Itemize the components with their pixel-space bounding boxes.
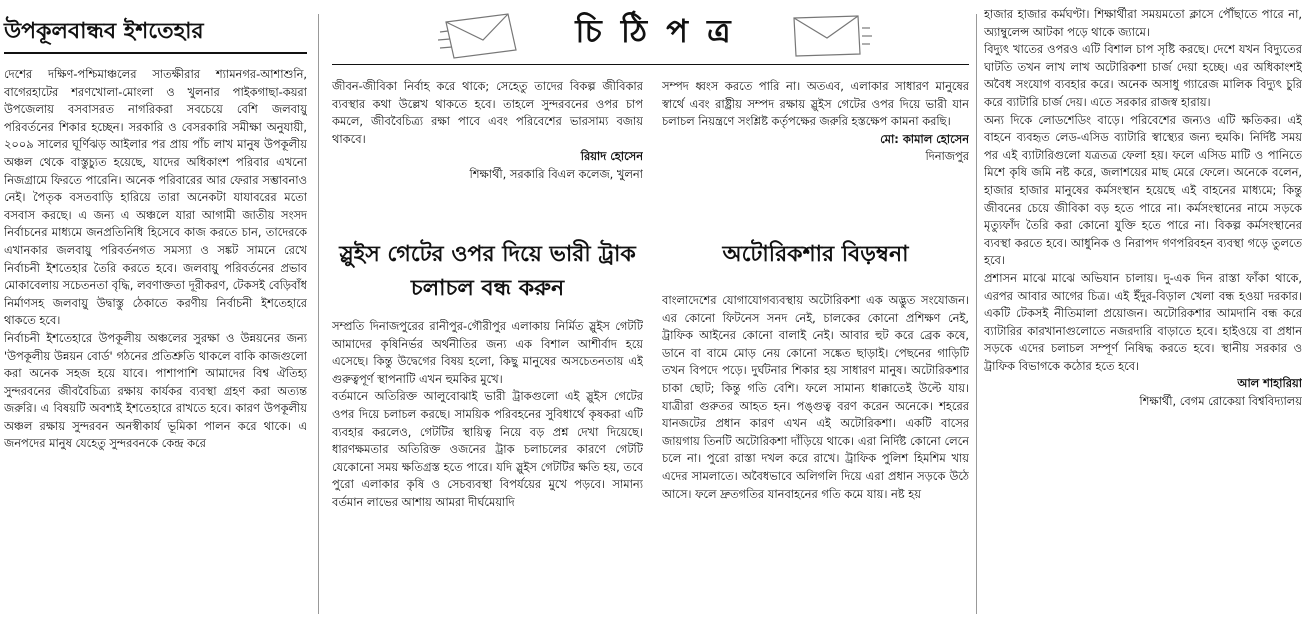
paragraph: হাজার হাজার কর্মঘণ্টা। শিক্ষার্থীরা সময়মতো ক্লাসে পৌঁছাতে পারে না, অ্যাম্বুলেন্স আটকা পড়ে থাকে জ্যামে।	[984, 7, 1302, 39]
paragraph: প্রশাসন মাঝে মাঝে অভিযান চালায়। দু-এক দিন রাস্তা ফাঁকা থাকে, এরপর আবার আগের চিত্র। এই ইঁদুর-বিড়াল খেলা বন্ধ হওয়া দরকার। একটি টেকসই নীতিমালা প্রয়োজন। অটোরিকশার আমদানি বন্ধ করে ব্যাটারির কারখানাগুলোতে নজরদারি বাড়াতে হবে। হাইওয়ে বা প্রধান সড়কে এদের চলাচল সম্পূর্ণ নিষিদ্ধ করতে হবে। স্থানীয় সরকার ও ট্রাফিক বিভাগকে কঠোর হতে হবে।	[984, 270, 1302, 373]
paragraph: বিদ্যুৎ খাতের ওপরও এটি বিশাল চাপ সৃষ্টি করছে। দেশে যখন বিদ্যুতের ঘাটতি তখন লাখ লাখ অটোরিকশা চার্জ দেয়া হচ্ছে। এর অধিকাংশই অবৈধ সংযোগ ব্যবহার করে। অনেক অসাধু গ্যারেজ মালিক বিদ্যুৎ চুরি করে ব্যাটারি চার্জ দেয়। এতে সরকার রাজস্ব হারায়।	[984, 42, 1302, 109]
author-name: আল শাহারিয়া	[1237, 376, 1302, 391]
letter-body-continued	[984, 6, 1302, 618]
paragraph: সম্প্রতি দিনাজপুরের রানীপুর-গৌরীপুর এলাকায় নির্মিত স্লুইস গেটটি আমাদের কৃষিনির্ভর অর্থনীতির জন্য এক বিশাল আশীর্বাদ হয়ে এসেছে। কিন্তু উদ্বেগের বিষয় হলো, কিছু মানুষের অসচেতনতায় এই গুরুত্বপূর্ণ স্থাপনাটি এখন হুমকির মুখে।	[332, 319, 643, 386]
masthead-rule	[332, 64, 969, 65]
letter-heading: উপকূলবান্ধব ইশতেহার	[4, 19, 204, 44]
author-name: রিয়াদ হোসেন	[580, 149, 643, 164]
author-name: মো: কামাল হোসেন	[880, 131, 969, 146]
author-affiliation: শিক্ষার্থী, বেগম রোকেয়া বিশ্ববিদ্যালয়	[1139, 394, 1302, 409]
letter-heading: স্লুইস গেটের ওপর দিয়ে ভারী ট্রাক চলাচল বন্ধ করুন	[339, 242, 636, 301]
author-affiliation: শিক্ষার্থী, সরকারি বিএল কলেজ, খুলনা	[469, 166, 643, 181]
paragraph: বাংলাদেশের যোগাযোগব্যবস্থায় অটোরিকশা এক অদ্ভুত সংযোজন। এর কোনো ফিটনেস সনদ নেই, চালকের কোনো প্রশিক্ষণ নেই, ট্রাফিক আইনের কোনো বালাই নেই। আবার হুট করে ব্রেক কষে, ডানে বা বামে মোড় নেয় কোনো সঙ্কেত ছাড়াই। পেছনের গাড়িটি তখন বিপদে পড়ে। দুর্ঘটনার শিকার হয় সাধারণ মানুষ। অটোরিকশার চাকা ছোট; কিন্তু গতি বেশি। ফলে সামান্য ধাক্কাতেই উল্টে যায়। যাত্রীরা গুরুতর আহত হন। পঙ্গুত্ব বরণ করেন অনেকে। শহরের যানজটের প্রধান কারণ এখন এই অটোরিকশা। একটি বাসের জায়গায় তিনটি অটোরিকশা দাঁড়িয়ে থাকে। এরা নির্দিষ্ট কোনো লেনে চলে না। পুরো রাস্তা দখল করে রাখে। ট্রাফিক পুলিশ হিমশিম খায় এদের সামলাতে। অবৈধভাবে অলিগলি দিয়ে এরা প্রধান সড়কে উঠে আসে। ফলে দ্রুতগতির যানবাহনের গতি কমে যায়। নষ্ট হয়	[662, 293, 969, 501]
column-divider	[976, 14, 977, 614]
author-affiliation: দিনাজপুর	[925, 149, 969, 164]
letter-body	[332, 318, 643, 623]
letter-body	[4, 66, 307, 623]
paragraph: সম্পদ ধ্বংস করতে পারি না। অতএব, এলাকার সাধারণ মানুষের স্বার্থে এবং রাষ্ট্রীয় সম্পদ রক্ষায় স্লুইস গেটের ওপর দিয়ে ভারী যান চলাচল নিয়ন্ত্রণে সংশ্লিষ্ট কর্তৃপক্ষের জরুরি হস্তক্ষেপ কামনা করছি।	[662, 79, 969, 129]
envelope-icon-left	[438, 12, 538, 60]
paragraph: দেশের দক্ষিণ-পশ্চিমাঞ্চলের সাতক্ষীরার শ্যামনগর-আশাশুনি, বাগেরহাটের শরণখোলা-মোংলা ও খুলনার পাইকগাছা-কয়রা উপজেলায় বসবাসরত নাগরিকরা সবচেয়ে বেশি জলবায়ু পরিবর্তনের শিকার হচ্ছেন। সরকারি ও বেসরকারি সমীক্ষা অনুযায়ী, ২০০৯ সালের ঘূর্ণিঝড় আইলার পর প্রায় পাঁচ লাখ মানুষ উপকূলীয় অঞ্চল থেকে বাস্তুচ্যুত হয়েছে, যাদের অধিকাংশ পরিবার এখনো নিজগ্রামে ফিরতে পারেনি। অনেক পরিবারের আর ফেরার সম্ভাবনাও নেই। পৈতৃক বসতবাড়ি হারিয়ে তারা অনেকটা যাযাবরের মতো বসবাস করছে। এ জন্য এ অঞ্চলে যারা আগামী জাতীয় সংসদ নির্বাচনের মাধ্যমে জনপ্রতিনিধি হিসেবে কাজ করতে চান, তাদেরকে এখানকার জলবায়ু পরিবর্তনগত সমস্যা ও সঙ্কট সামনে রেখে নির্বাচনী ইশতেহার তৈরি করতে হবে। জলবায়ু পরিবর্তনের প্রভাব মোকাবেলায় সচেতনতা বৃদ্ধি, লবণাক্ততা দূরীকরণ, টেকসই বেড়িবাঁধ নির্মাণসহ জলবায়ু উদ্বাস্তু ঠেকাতে করণীয় নির্বাচনী ইশতেহারে থাকতে হবে।	[4, 67, 307, 328]
paragraph: বর্তমানে অতিরিক্ত আলুবোঝাই ভারী ট্রাকগুলো এই স্লুইস গেটের ওপর দিয়ে চলাচল করছে। সাময়িক পরিবহনের সুবিধার্থে কৃষকরা এটি ব্যবহার করলেও, গেটটির স্থায়িত্ব নিয়ে বড় প্রশ্ন দেখা দিয়েছে। ধারণক্ষমতার অতিরিক্ত ওজনের ট্রাক চলাচলের কারণে গেটটি যেকোনো সময় ক্ষতিগ্রস্ত হতে পারে। যদি স্লুইস গেটটির ক্ষতি হয়, তবে পুরো এলাকার কৃষি ও সেচব্যবস্থা বিপর্যয়ের মুখে পড়বে। সামান্য বর্তমান লাভের আশায় আমরা দীর্ঘমেয়াদি	[332, 389, 643, 509]
envelope-icon-right	[772, 12, 872, 60]
paragraph: অন্য দিকে লোডশেডিং বাড়ে। পরিবেশের জন্যও এটি ক্ষতিকর। এই বাহনে ব্যবহৃত লেড-এসিড ব্যাটারি স্বাস্থ্যের জন্য হুমকি। নির্দিষ্ট সময় পর এই ব্যাটারিগুলো যত্রতত্র ফেলা হয়। ফলে এসিড মাটি ও পানিতে মিশে কৃষি জমি নষ্ট করে, জলাশয়ের মাছ মেরে ফেলে। অনেকে বলেন, হাজার হাজার মানুষের কর্মসংস্থান হয়েছে এই বাহনের মাধ্যমে; কিন্তু জীবনের চেয়ে জীবিকা বড় হতে পারে না। কর্মসংস্থানের নামে সড়কে মৃত্যুফাঁদ তৈরি করা কোনো যুক্তি হতে পারে না। বিকল্প কর্মসংস্থানের ব্যবস্থা করতে হবে। আধুনিক ও নিরাপদ গণপরিবহন ব্যবস্থা গড়ে তুলতে হবে।	[984, 112, 1302, 268]
heading-rule	[4, 52, 307, 54]
letter-body-continued	[662, 78, 969, 184]
letter-heading: অটোরিকশার বিড়ম্বনা	[722, 242, 909, 267]
paragraph: জীবন-জীবিকা নির্বাহ করে থাকে; সেহেতু তাদের বিকল্প জীবিকার ব্যবস্থার কথা উল্লেখ থাকতে হবে। তাহলে সুন্দরবনের ওপর চাপ কমলে, জীববৈচিত্র্য রক্ষা পাবে এবং পরিবেশের ভারসাম্য বজায় থাকবে।	[332, 79, 643, 146]
masthead-title: চি ঠি প ত্র	[575, 12, 735, 50]
letter-body-continued	[332, 78, 643, 208]
paragraph: নির্বাচনী ইশতেহারে উপকূলীয় অঞ্চলের সুরক্ষা ও উন্নয়নের জন্য 'উপকূলীয় উন্নয়ন বোর্ড' গঠনের প্রতিশ্রুতি থাকলে বাকি কাজগুলো করা অনেক সহজ হয়ে যাবে। পাশাপাশি আমাদের বিশ্ব ঐতিহ্য সুন্দরবনের জীববৈচিত্র্য রক্ষায় কার্যকর ব্যবস্থা গ্রহণ করা অত্যন্ত জরুরি। এ বিষয়টি অবশ্যই ইশতেহারে রাখতে হবে। কারণ উপকূলীয় অঞ্চল রক্ষায় সুন্দরবন অনস্বীকার্য ভূমিকা পালন করে থাকে। এ জনপদের মানুষ যেহেতু সুন্দরবনকে কেন্দ্র করে	[4, 330, 307, 451]
column-divider	[318, 14, 319, 614]
letter-body	[662, 292, 969, 623]
